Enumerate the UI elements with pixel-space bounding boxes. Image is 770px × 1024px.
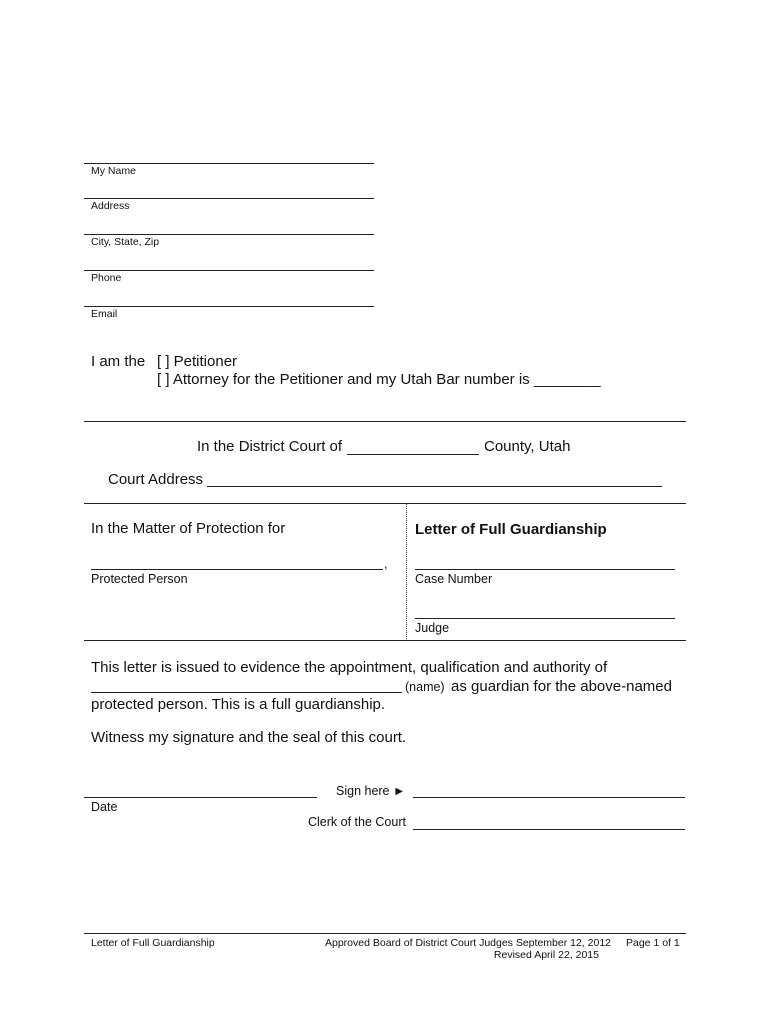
date-field[interactable]: [84, 797, 317, 798]
district-court-prefix: In the District Court of: [197, 438, 343, 455]
protected-person-comma: ,: [384, 557, 388, 571]
protected-person-label: Protected Person: [91, 572, 188, 586]
guardian-name-field[interactable]: [91, 692, 402, 693]
sign-here-label: Sign here ►: [336, 784, 406, 798]
matter-label: In the Matter of Protection for: [91, 520, 286, 537]
footer-revised: Revised April 22, 2015: [493, 949, 599, 961]
date-label: Date: [91, 800, 118, 814]
my-name-line[interactable]: [84, 163, 374, 164]
phone-label: Phone: [91, 272, 122, 284]
case-number-label: Case Number: [415, 572, 493, 586]
judge-label: Judge: [415, 621, 450, 635]
attorney-checkbox[interactable]: [ ] Attorney for the Petitioner and my Utah Bar number is ________: [157, 371, 601, 388]
body-para1-line3: protected person. This is a full guardianship.: [91, 696, 386, 713]
footer-rule: [84, 933, 686, 934]
footer-page-number: Page 1 of 1: [626, 937, 680, 949]
petitioner-checkbox[interactable]: [ ] Petitioner: [157, 353, 238, 370]
city-state-zip-label: City, State, Zip: [91, 236, 160, 248]
i-am-the-label: I am the: [91, 353, 146, 370]
my-name-label: My Name: [91, 165, 136, 177]
address-line[interactable]: [84, 198, 374, 199]
clerk-signature-field[interactable]: [413, 797, 685, 798]
section-divider: [84, 421, 686, 422]
body-para2: Witness my signature and the seal of this court.: [91, 729, 407, 746]
footer-approved: Approved Board of District Court Judges September 12, 2012: [325, 937, 611, 949]
address-label: Address: [91, 200, 130, 212]
guardian-name-hint: (name): [405, 680, 445, 694]
footer-form-name: Letter of Full Guardianship: [91, 937, 215, 949]
district-court-suffix: County, Utah: [484, 438, 571, 455]
document-title: Letter of Full Guardianship: [415, 521, 607, 538]
email-line[interactable]: [84, 306, 374, 307]
clerk-label: Clerk of the Court: [308, 815, 406, 829]
email-label: Email: [91, 308, 118, 320]
body-para1-line2-tail: as guardian for the above-named: [451, 678, 672, 695]
caption-top-line: [84, 503, 686, 504]
court-address-label: Court Address: [108, 471, 204, 488]
phone-line[interactable]: [84, 270, 374, 271]
case-number-field[interactable]: [415, 569, 675, 570]
judge-field[interactable]: [415, 618, 675, 619]
protected-person-field[interactable]: [91, 569, 383, 570]
county-field[interactable]: [347, 454, 479, 455]
caption-vertical-divider: [406, 504, 407, 641]
clerk-name-field[interactable]: [413, 829, 685, 830]
body-para1-line1: This letter is issued to evidence the appointment, qualification and authority of: [91, 659, 608, 676]
court-address-field[interactable]: [207, 486, 662, 487]
city-state-zip-line[interactable]: [84, 234, 374, 235]
caption-bottom-line: [84, 640, 686, 641]
